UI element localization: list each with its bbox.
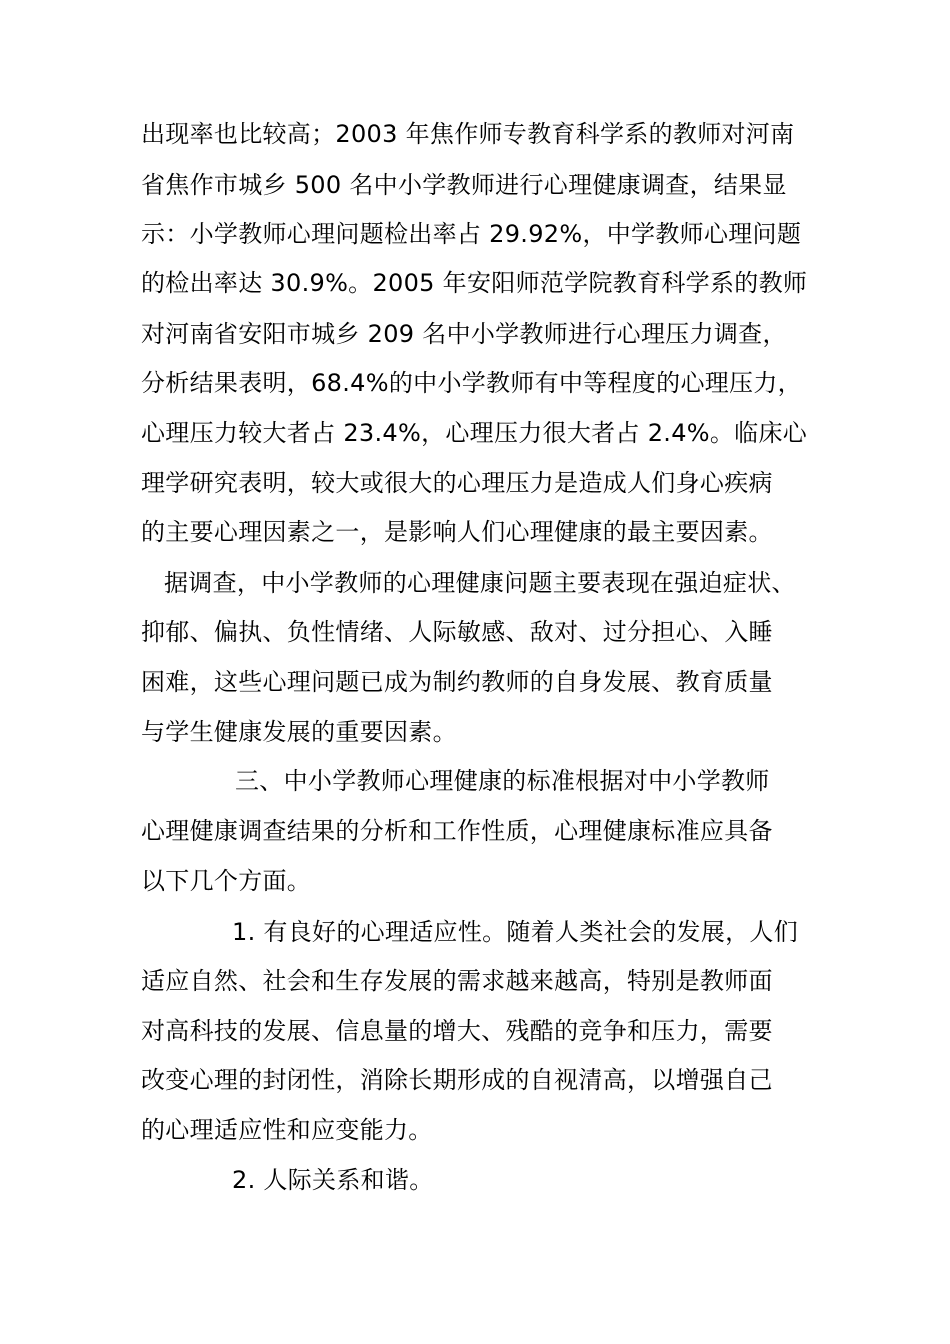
paragraph-line: 理学研究表明，较大或很大的心理压力是造成人们身心疾病 <box>141 469 773 497</box>
paragraph-line: 的心理适应性和应变能力。 <box>141 1116 433 1144</box>
paragraph-line: 困难，这些心理问题已成为制约教师的自身发展、教育质量 <box>141 668 773 696</box>
paragraph-line: 的检出率达 30.9%。2005 年安阳师范学院教育科学系的教师 <box>141 269 808 297</box>
paragraph-line: 的主要心理因素之一，是影响人们心理健康的最主要因素。 <box>141 518 773 546</box>
paragraph-line: 据调查，中小学教师的心理健康问题主要表现在强迫症状、 <box>164 569 796 597</box>
list-item-line: 1. 有良好的心理适应性。随着人类社会的发展，人们 <box>232 918 799 946</box>
paragraph-line: 心理健康调查结果的分析和工作性质，心理健康标准应具备 <box>141 817 773 845</box>
paragraph-line: 对高科技的发展、信息量的增大、残酷的竞争和压力，需要 <box>141 1017 773 1045</box>
paragraph-line: 以下几个方面。 <box>141 867 312 895</box>
list-item-line: 2. 人际关系和谐。 <box>232 1166 434 1194</box>
paragraph-line: 省焦作市城乡 500 名中小学教师进行心理健康调查，结果显 <box>141 171 787 199</box>
paragraph-line: 出现率也比较高；2003 年焦作师专教育科学系的教师对河南 <box>141 120 795 148</box>
paragraph-line: 示：小学教师心理问题检出率占 29.92%，中学教师心理问题 <box>141 220 802 248</box>
paragraph-line: 对河南省安阳市城乡 209 名中小学教师进行心理压力调查， <box>141 320 787 348</box>
paragraph-line: 与学生健康发展的重要因素。 <box>141 718 457 746</box>
paragraph-line: 分析结果表明，68.4%的中小学教师有中等程度的心理压力， <box>141 369 802 397</box>
paragraph-line: 适应自然、社会和生存发展的需求越来越高，特别是教师面 <box>141 967 773 995</box>
section-heading-line: 三、中小学教师心理健康的标准根据对中小学教师 <box>235 767 770 795</box>
paragraph-line: 心理压力较大者占 23.4%，心理压力很大者占 2.4%。临床心 <box>141 419 808 447</box>
paragraph-line: 改变心理的封闭性，消除长期形成的自视清高，以增强自己 <box>141 1066 773 1094</box>
paragraph-line: 抑郁、偏执、负性情绪、人际敏感、敌对、过分担心、入睡 <box>141 618 773 646</box>
